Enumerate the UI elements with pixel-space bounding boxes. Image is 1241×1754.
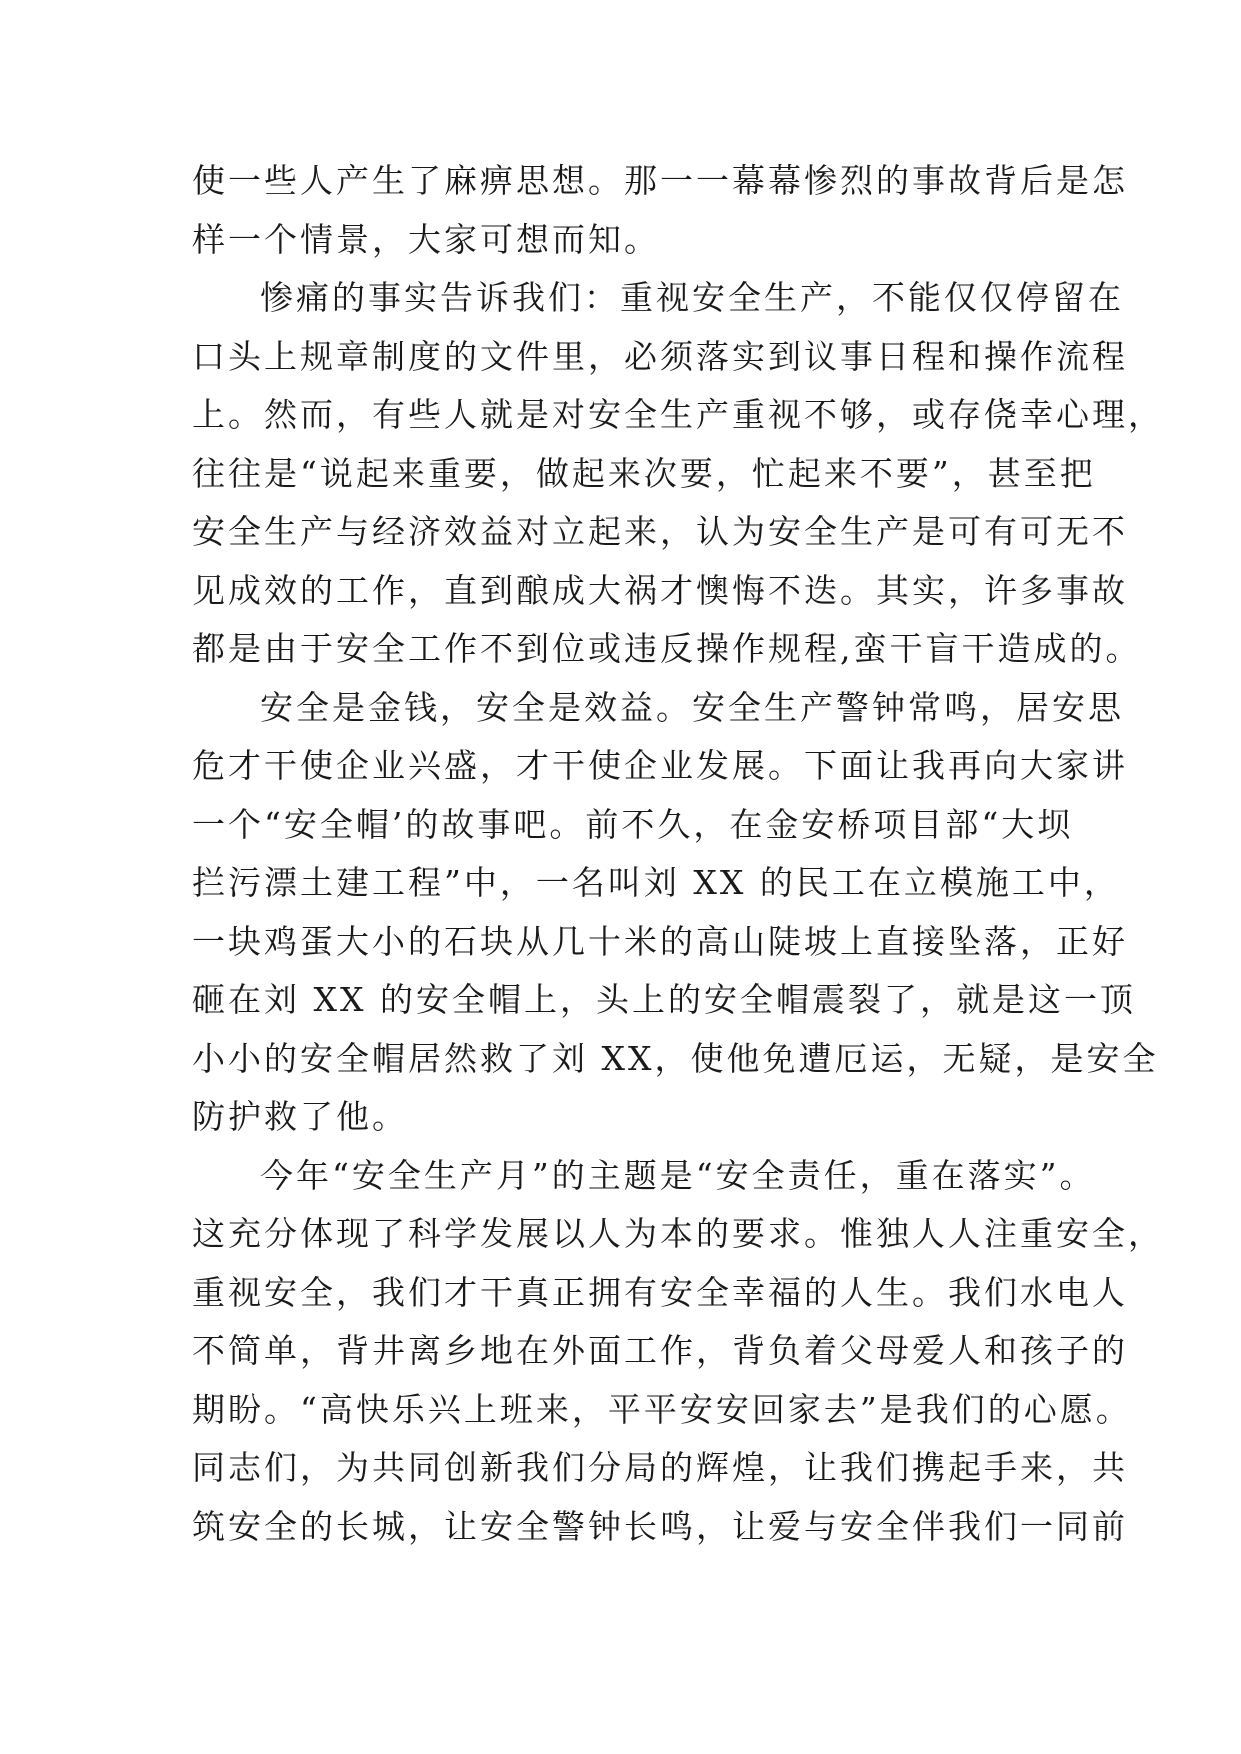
- text-line: 样一个情景，大家可想而知。: [192, 219, 660, 259]
- paragraph-first-line: 今年“安全生产月”的主题是“安全责任，重在落实”。: [260, 1155, 1096, 1195]
- text-line: 拦污漂土建工程”中，一名叫刘 XX 的民工在立模施工中，: [192, 863, 1120, 902]
- paragraph-first-line: 惨痛的事实告诉我们：重视安全生产，不能仅仅停留在: [260, 278, 1124, 317]
- text-line: 不简单，背井离乡地在外面工作，背负着父母爱人和孩子的: [192, 1331, 1128, 1370]
- text-line: 危才干使企业兴盛，才干使企业发展。下面让我再向大家讲: [192, 746, 1128, 785]
- text-line: 都是由于安全工作不到位或违反操作规程,蛮干盲干造成的。: [192, 629, 1142, 668]
- text-line: 砸在刘 XX 的安全帽上，头上的安全帽震裂了，就是这一顶: [192, 980, 1136, 1019]
- text-line: 期盼。“高快乐兴上班来，平平安安回家去”是我们的心愿。: [192, 1389, 1132, 1429]
- document-body: [192, 161, 1164, 1565]
- text-line: 同志们，为共同创新我们分局的辉煌，让我们携起手来，共: [192, 1448, 1128, 1487]
- text-line: 小小的安全帽居然救了刘 XX，使他免遭厄运，无疑，是安全: [192, 1038, 1159, 1078]
- text-line: 筑安全的长城，让安全警钟长鸣，让爱与安全伴我们一同前: [192, 1506, 1128, 1546]
- paragraph-first-line: 安全是金钱，安全是效益。安全生产警钟常鸣，居安思: [260, 687, 1124, 727]
- text-line: 上。然而，有些人就是对安全生产重视不够，或存侥幸心理，: [192, 395, 1164, 434]
- text-line: 口头上规章制度的文件里，必须落实到议事日程和操作流程: [192, 336, 1128, 376]
- text-line: 一块鸡蛋大小的石块从几十米的高山陡坡上直接坠落，正好: [192, 921, 1128, 961]
- text-line: 使一些人产生了麻痹思想。那一一幕幕惨烈的事故背后是怎: [192, 161, 1128, 200]
- text-line: 这充分体现了科学发展以人为本的要求。惟独人人注重安全，: [192, 1214, 1164, 1253]
- text-line: 见成效的工作，直到酿成大祸才懊悔不迭。其实，许多事故: [192, 570, 1128, 610]
- text-line: 重视安全，我们才干真正拥有安全幸福的人生。我们水电人: [192, 1272, 1128, 1312]
- text-line: 防护救了他。: [192, 1097, 408, 1136]
- text-line: 一个“安全帽’的故事吧。前不久，在金安桥项目部“大坝: [192, 804, 1074, 844]
- text-line: 安全生产与经济效益对立起来，认为安全生产是可有可无不: [192, 512, 1128, 551]
- text-line: 往往是“说起来重要，做起来次要，忙起来不要”，甚至把: [192, 453, 1096, 493]
